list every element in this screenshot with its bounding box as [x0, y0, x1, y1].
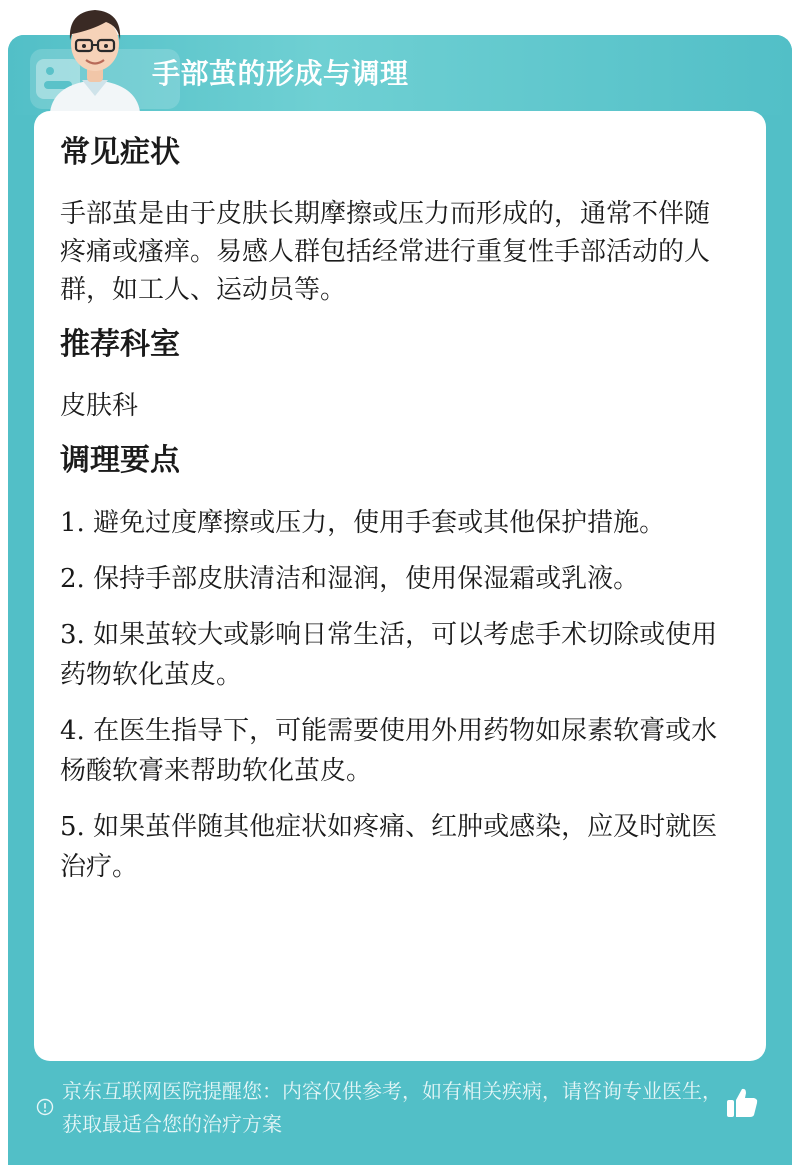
info-icon — [36, 1098, 54, 1116]
symptoms-text: 手部茧是由于皮肤长期摩擦或压力而形成的，通常不伴随疼痛或瘙痒。易感人群包括经常进行重复性手部活动的人群，如工人、运动员等。 — [60, 199, 711, 305]
list-number: 1. — [60, 508, 85, 538]
section-heading: 常见症状 — [60, 135, 180, 170]
list-text: 保持手部皮肤清洁和湿润，使用保湿霜或乳液。 — [93, 564, 640, 594]
page-title: 手部茧的形成与调理 — [152, 57, 409, 90]
section-care — [60, 441, 732, 887]
list-item — [60, 807, 732, 887]
list-text: 在医生指导下，可能需要使用外用药物如尿素软膏或水杨酸软膏来帮助软化茧皮。 — [60, 716, 718, 786]
list-item — [60, 503, 732, 543]
list-number: 4. — [60, 716, 85, 746]
list-text: 避免过度摩擦或压力，使用手套或其他保护措施。 — [93, 508, 666, 538]
department-text: 皮肤科 — [60, 391, 139, 421]
list-number: 3. — [60, 620, 85, 650]
thumbs-up-icon[interactable] — [724, 1085, 760, 1121]
content-card — [34, 111, 766, 1061]
section-heading: 推荐科室 — [60, 327, 180, 362]
list-item — [60, 615, 732, 695]
footer-disclaimer — [34, 1075, 764, 1145]
list-item — [60, 559, 732, 599]
section-heading: 调理要点 — [60, 443, 180, 478]
list-number: 5. — [60, 812, 85, 842]
doctor-avatar-icon — [40, 0, 150, 112]
disclaimer-text: 京东互联网医院提醒您：内容仅供参考，如有相关疾病，请咨询专业医生，获取最适合您的治疗方案 — [62, 1079, 722, 1136]
list-text: 如果茧伴随其他症状如疼痛、红肿或感染，应及时就医治疗。 — [60, 812, 718, 882]
list-item — [60, 711, 732, 791]
section-department — [60, 325, 732, 425]
card-content — [60, 133, 732, 903]
section-symptoms — [60, 133, 732, 309]
list-number: 2. — [60, 564, 85, 594]
list-text: 如果茧较大或影响日常生活，可以考虑手术切除或使用药物软化茧皮。 — [60, 620, 718, 690]
